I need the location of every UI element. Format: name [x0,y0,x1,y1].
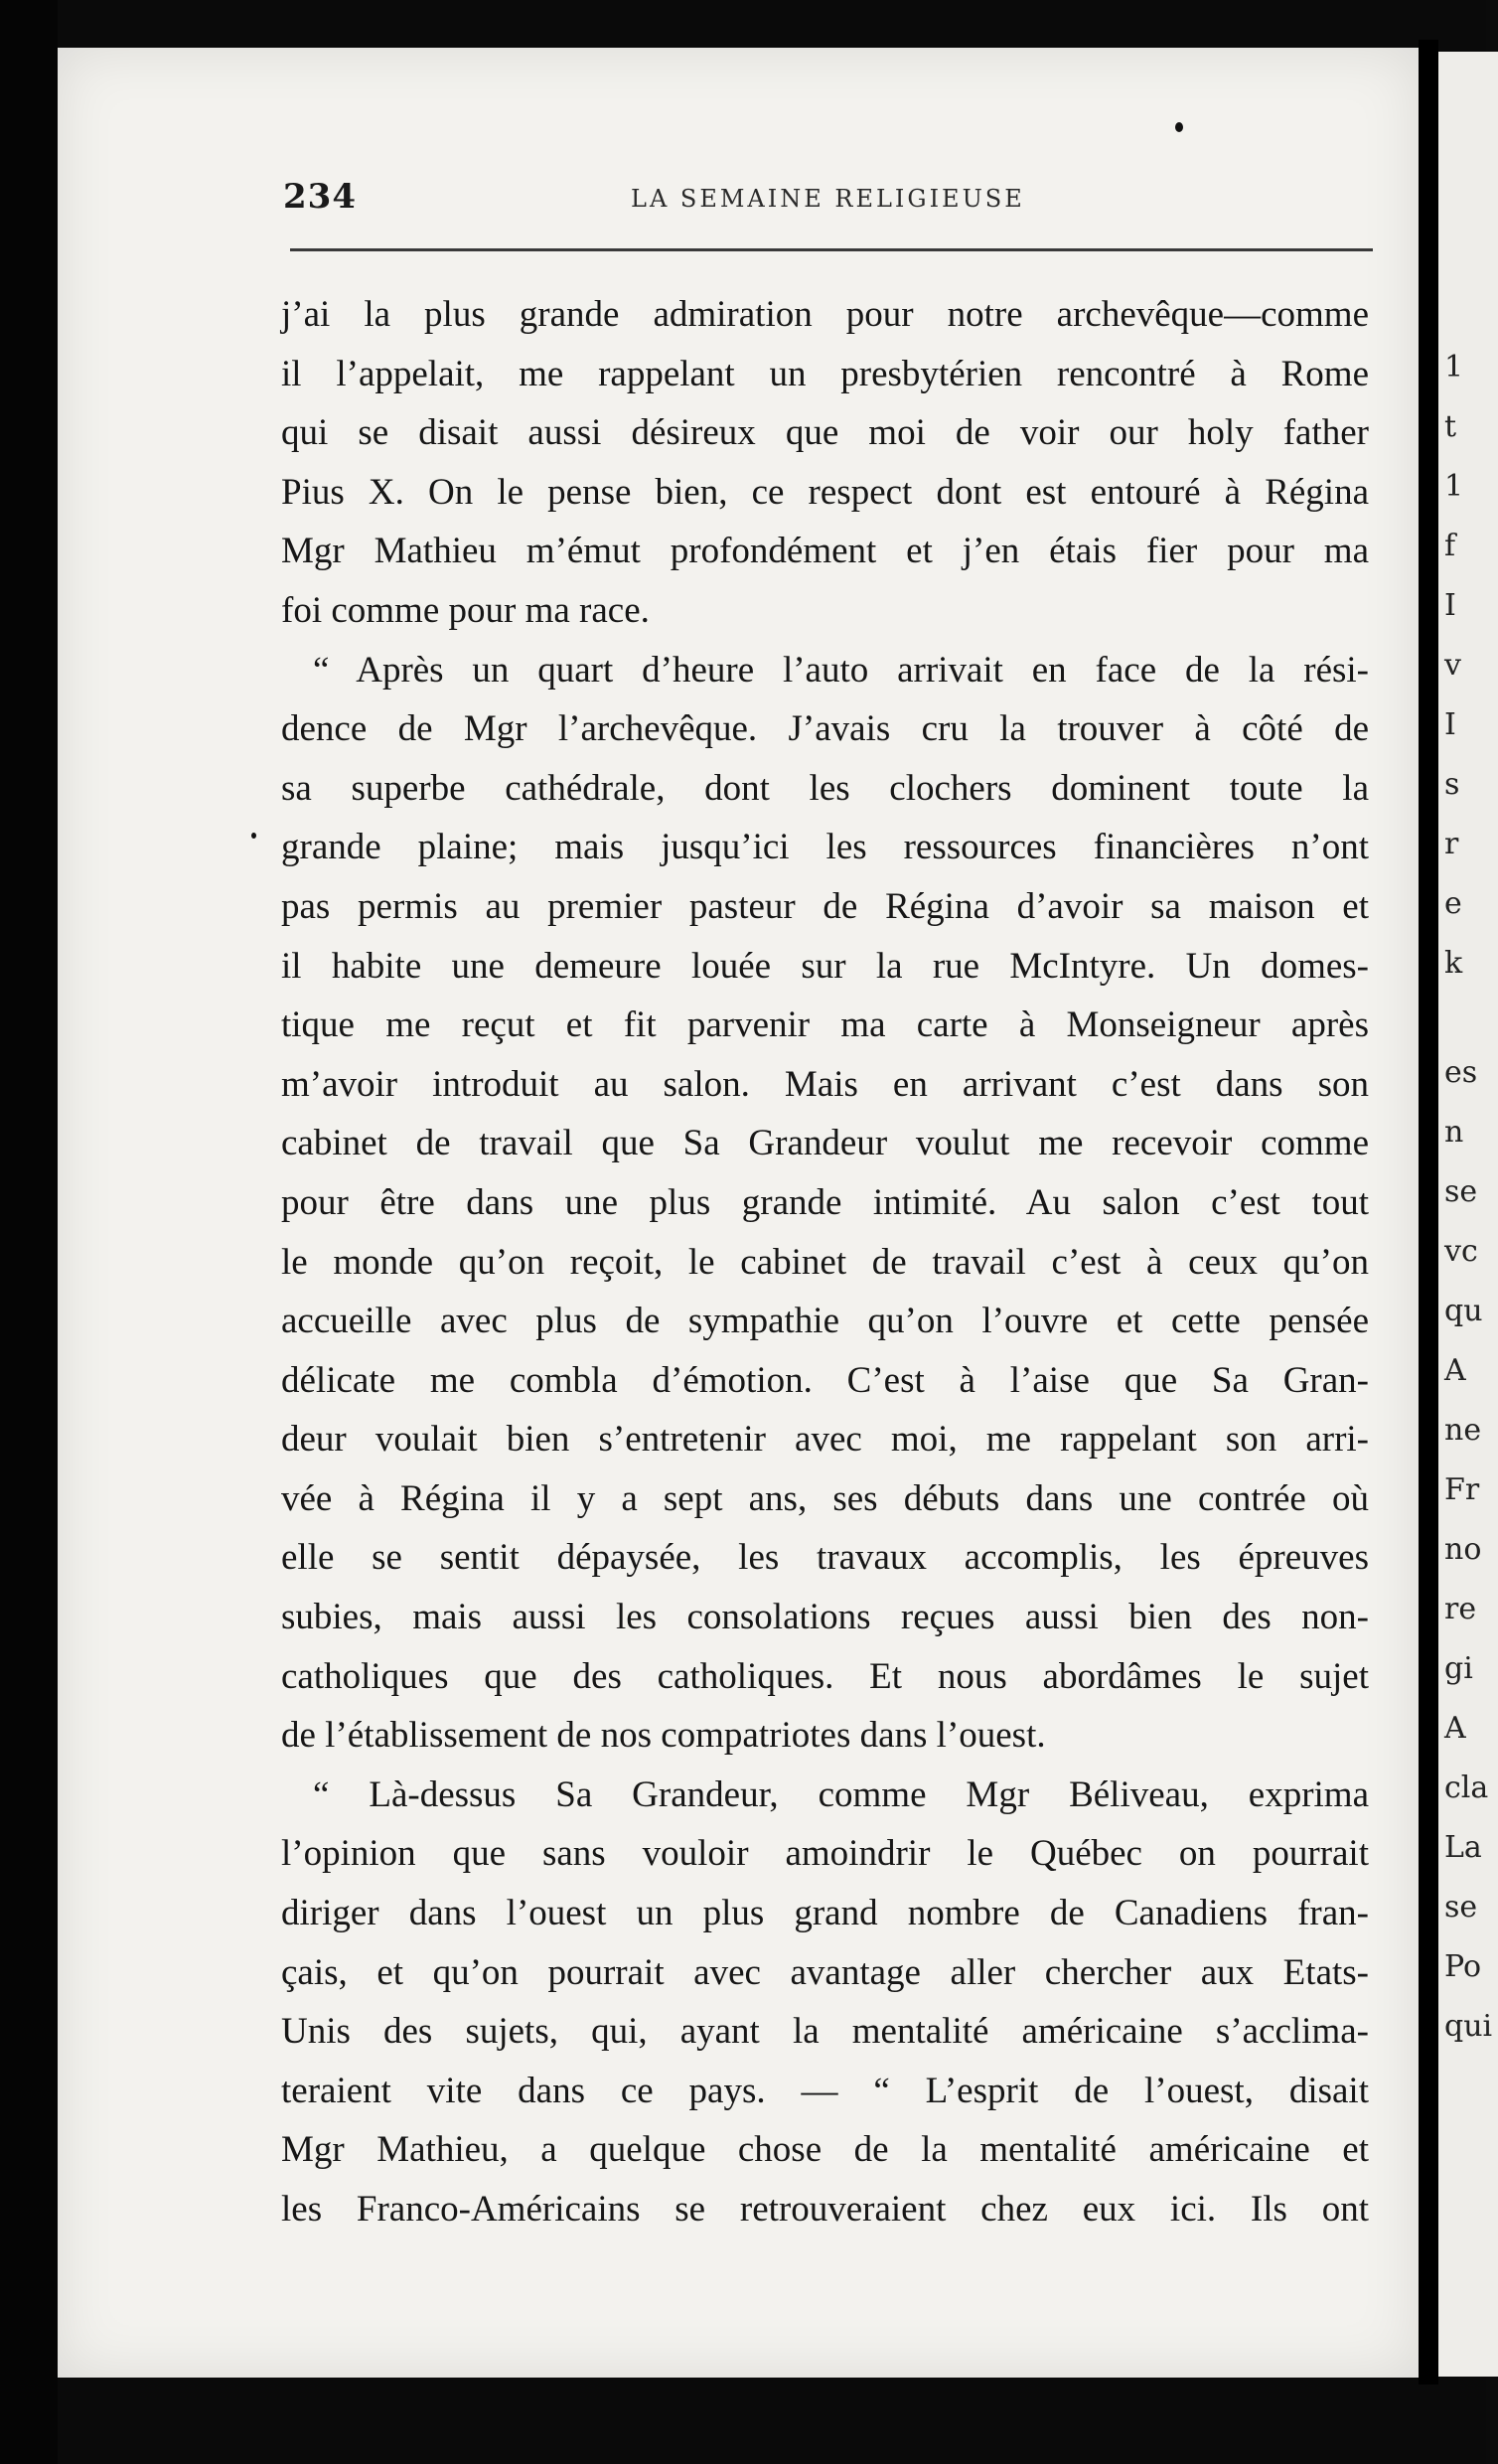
next-page-fragment: f [1444,529,1456,563]
text-line: deur voulait bien s’entretenir avec moi, me rappelant son arri- [281,1419,1369,1461]
next-page-fragment: I [1444,707,1456,742]
page-number: 234 [283,177,357,217]
text-line: le monde qu’on reçoit, le cabinet de travail c’est à ceux qu’on [281,1241,1369,1283]
next-page-fragment: 1 [1444,350,1464,385]
text-line: pas permis au premier pasteur de Régina d’avoir sa maison et [281,885,1369,927]
text-line: Unis des sujets, qui, ayant la mentalité américaine s’acclima- [281,2011,1369,2053]
next-page-fragment: ne [1444,1413,1482,1448]
running-head: LA SEMAINE RELIGIEUSE [631,185,1025,213]
next-page-fragment: Fr [1444,1472,1480,1507]
text-line: j’ai la plus grande admiration pour notre archevêque—comme [281,294,1369,335]
book-spine [1419,40,1438,2385]
text-line: Mgr Mathieu, a quelque chose de la mentalité américaine et [281,2129,1369,2171]
text-line: qui se disait aussi désireux que moi de voir our holy father [281,412,1369,454]
text-line: de l’établissement de nos compatriotes dans l’ouest. [281,1715,1046,1757]
page-header [283,177,1366,227]
text-line: il habite une demeure louée sur la rue McIntyre. Un domes- [281,945,1369,987]
text-line: cabinet de travail que Sa Grandeur voulut me recevoir comme [281,1123,1369,1164]
text-line: m’avoir introduit au salon. Mais en arrivant c’est dans son [281,1063,1369,1105]
text-line: diriger dans l’ouest un plus grand nombre de Canadiens fran- [281,1893,1369,1934]
text-line: accueille avec plus de sympathie qu’on l’ouvre et cette pensée [281,1301,1369,1342]
body-text [281,285,1369,2239]
next-page-fragment: vc [1444,1234,1478,1269]
next-page-fragment: I [1444,588,1456,623]
next-page-fragment: qui [1444,2009,1493,2044]
text-line: sa superbe cathédrale, dont les clochers dominent toute la [281,767,1369,809]
next-page-fragment: k [1444,946,1463,981]
next-page-fragment: qu [1444,1294,1483,1328]
next-page-fragment: t [1444,409,1457,444]
text-line: tique me reçut et fit parvenir ma carte à Monseigneur après [281,1004,1369,1046]
text-line: vée à Régina il y a sept ans, ses débuts dans une contrée où [281,1477,1369,1519]
header-rule [290,248,1373,251]
text-line: Mgr Mathieu m’émut profondément et j’en étais fier pour ma [281,531,1369,572]
text-line: foi comme pour ma race. [281,589,650,631]
text-line: subies, mais aussi les consolations reçues aussi bien des non- [281,1597,1369,1638]
ink-speck [1175,122,1183,132]
next-page-fragment: cla [1444,1771,1489,1805]
text-line: elle se sentit dépaysée, les travaux accomplis, les épreuves [281,1537,1369,1579]
text-line: les Franco-Américains se retrouveraient chez eux ici. Ils ont [281,2189,1369,2230]
next-page-fragment: se [1444,1890,1478,1925]
left-scan-border [0,0,58,2464]
text-line: Pius X. On le pense bien, ce respect dont est entouré à Régina [281,471,1369,513]
next-page-fragment: gi [1444,1651,1473,1686]
next-page-fragment: A [1444,1353,1466,1388]
next-page-fragment: n [1444,1115,1464,1150]
next-page-fragment: re [1444,1592,1477,1626]
next-page-fragment: no [1444,1532,1482,1567]
text-line: teraient vite dans ce pays. — “ L’esprit de l’ouest, disait [281,2070,1369,2111]
next-page-fragment: 1 [1444,469,1464,504]
next-page-fragment: v [1444,648,1461,683]
text-line: pour être dans une plus grande intimité. Au salon c’est tout [281,1181,1369,1223]
next-page-fragment: es [1444,1055,1478,1090]
next-page-edge [1438,52,1498,2377]
text-line: “ Là-dessus Sa Grandeur, comme Mgr Béliveau, exprima [313,1773,1369,1815]
next-page-fragment: s [1444,767,1460,802]
text-line: “ Après un quart d’heure l’auto arrivait en face de la rési- [313,649,1369,691]
next-page-fragment: La [1444,1830,1482,1865]
next-page-fragment: r [1444,827,1459,861]
text-line: catholiques que des catholiques. Et nous abordâmes le sujet [281,1655,1369,1697]
next-page-fragment: Po [1444,1949,1482,1984]
text-line: l’opinion que sans vouloir amoindrir le Québec on pourrait [281,1833,1369,1875]
next-page-fragment: se [1444,1174,1478,1209]
next-page-fragment: A [1444,1711,1466,1746]
text-line: çais, et qu’on pourrait avec avantage aller chercher aux Etats- [281,1951,1369,1993]
next-page-fragment: e [1444,886,1462,921]
text-line: dence de Mgr l’archevêque. J’avais cru la trouver à côté de [281,708,1369,750]
text-line: il l’appelait, me rappelant un presbytérien rencontré à Rome [281,353,1369,394]
ink-speck [251,833,256,839]
text-line: grande plaine; mais jusqu’ici les ressources financières n’ont [281,827,1369,868]
text-line: délicate me combla d’émotion. C’est à l’aise que Sa Gran- [281,1359,1369,1401]
